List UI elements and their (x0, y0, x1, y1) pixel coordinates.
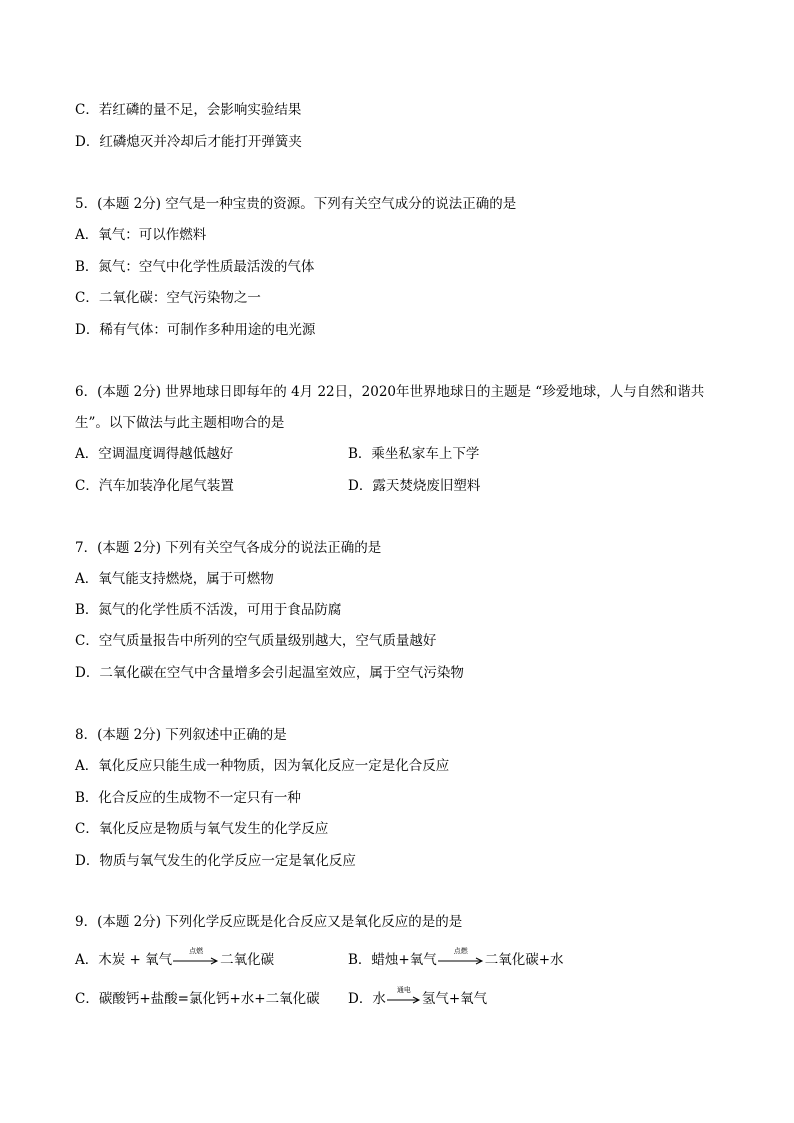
q9-option-b (348, 946, 564, 971)
option-text: 氮气的化学性质不活泼，可用于食品防腐 (98, 602, 342, 618)
q7-option-a (75, 569, 274, 589)
option-label: C． (75, 290, 99, 306)
option-text: 二氧化碳：空气污染物之一 (98, 290, 261, 306)
products: 氢气+氧气 (421, 991, 488, 1007)
question-8-stem: 8．(本题 2分) 下列叙述中正确的是 (75, 727, 287, 743)
q5-option-a (75, 225, 206, 245)
q7-option-b (75, 600, 341, 620)
question-6-stem-line2: 生”。以下做法与此主题相吻合的是 (75, 415, 285, 431)
option-text: 二氧化碳在空气中含量增多会引起温室效应，属于空气污染物 (99, 665, 464, 681)
q8-option-d (75, 851, 356, 871)
option-label: C． (75, 478, 99, 494)
question-7-stem: 7．(本题 2分) 下列有关空气各成分的说法正确的是 (75, 540, 382, 556)
question-6-stem-line1: 6．(本题 2分) 世界地球日即每年的 4月 22日，2020年世界地球日的主题是 “珍爱地球，人与自然和谐共 (75, 384, 705, 400)
option-text: 氧气：可以作燃料 (98, 227, 207, 243)
option-label: A． (75, 952, 99, 968)
q8-option-c (75, 819, 328, 839)
reactants: 水 (372, 991, 386, 1007)
option-label: C． (75, 991, 99, 1007)
option-label: A． (75, 571, 99, 587)
option-label: D． (75, 134, 100, 150)
reaction-condition: 通电 (396, 985, 411, 994)
question-9-stem: 9．(本题 2分) 下列化学反应既是化合反应又是氧化反应的是的是 (75, 914, 463, 930)
option-label: B． (75, 602, 99, 618)
q5-option-b (75, 257, 314, 277)
q8-option-a (75, 756, 449, 776)
option-text: 空调温度调得越低越好 (98, 446, 234, 462)
reaction-arrow-icon (386, 985, 422, 1010)
option-label: B． (348, 952, 372, 968)
option-text: 化合反应的生成物不一定只有一种 (98, 790, 301, 806)
option-label: D． (75, 853, 100, 869)
reaction-condition: 点燃 (453, 946, 468, 955)
option-text: 氧化反应只能生成一种物质，因为氧化反应一定是化合反应 (98, 758, 450, 774)
option-text: 氧化反应是物质与氧气发生的化学反应 (98, 821, 329, 837)
reactants: 木炭 + 氧气 (98, 952, 173, 968)
option-text: 氮气：空气中化学性质最活泼的气体 (98, 259, 315, 275)
q6-option-c (75, 476, 234, 496)
option-text: 空气质量报告中所列的空气质量级别越大，空气质量越好 (98, 633, 437, 649)
option-text: 汽车加装净化尾气装置 (98, 478, 234, 494)
option-text: 若红磷的量不足，会影响实验结果 (98, 102, 302, 118)
option-label: C． (75, 633, 99, 649)
option-label: D． (75, 322, 100, 338)
option-text: 氧气能支持燃烧，属于可燃物 (98, 571, 274, 587)
option-label: A． (75, 446, 99, 462)
products: 二氧化碳 (220, 952, 275, 968)
q5-option-d (75, 320, 315, 340)
q9-option-d (348, 985, 488, 1010)
option-text: 物质与氧气发生的化学反应一定是氧化反应 (99, 853, 356, 869)
q7-option-d (75, 663, 464, 683)
products: 二氧化碳+水 (484, 952, 564, 968)
q9-option-a (75, 946, 275, 971)
q7-option-c (75, 631, 436, 651)
option-label: B． (348, 446, 372, 462)
q6-option-d (348, 476, 480, 496)
option-label: C． (75, 821, 99, 837)
option-c (75, 100, 301, 120)
q6-option-a (75, 444, 233, 464)
q6-option-b (348, 444, 479, 464)
q9-option-c (75, 989, 320, 1009)
option-label: A． (75, 227, 99, 243)
option-text: 稀有气体：可制作多种用途的电光源 (99, 322, 316, 338)
option-text: 乘坐私家车上下学 (371, 446, 480, 462)
q5-option-c (75, 288, 261, 308)
option-label: D． (348, 991, 373, 1007)
option-text: 露天焚烧废旧塑料 (372, 478, 481, 494)
reactants: 蜡烛+氧气 (371, 952, 437, 968)
option-label: D． (75, 665, 100, 681)
option-text: 碳酸钙+盐酸=氯化钙+水+二氧化碳 (98, 991, 320, 1007)
option-label: B． (75, 259, 99, 275)
option-label: B． (75, 790, 99, 806)
option-text: 红磷熄灭并冷却后才能打开弹簧夹 (99, 134, 302, 150)
option-label: C． (75, 102, 99, 118)
reaction-arrow-icon (172, 946, 220, 971)
option-label: A． (75, 758, 99, 774)
reaction-arrow-icon (437, 946, 485, 971)
option-d (75, 132, 302, 152)
reaction-condition: 点燃 (189, 946, 204, 955)
question-5-stem: 5．(本题 2分) 空气是一种宝贵的资源。下列有关空气成分的说法正确的是 (75, 196, 517, 212)
q8-option-b (75, 788, 301, 808)
option-label: D． (348, 478, 373, 494)
